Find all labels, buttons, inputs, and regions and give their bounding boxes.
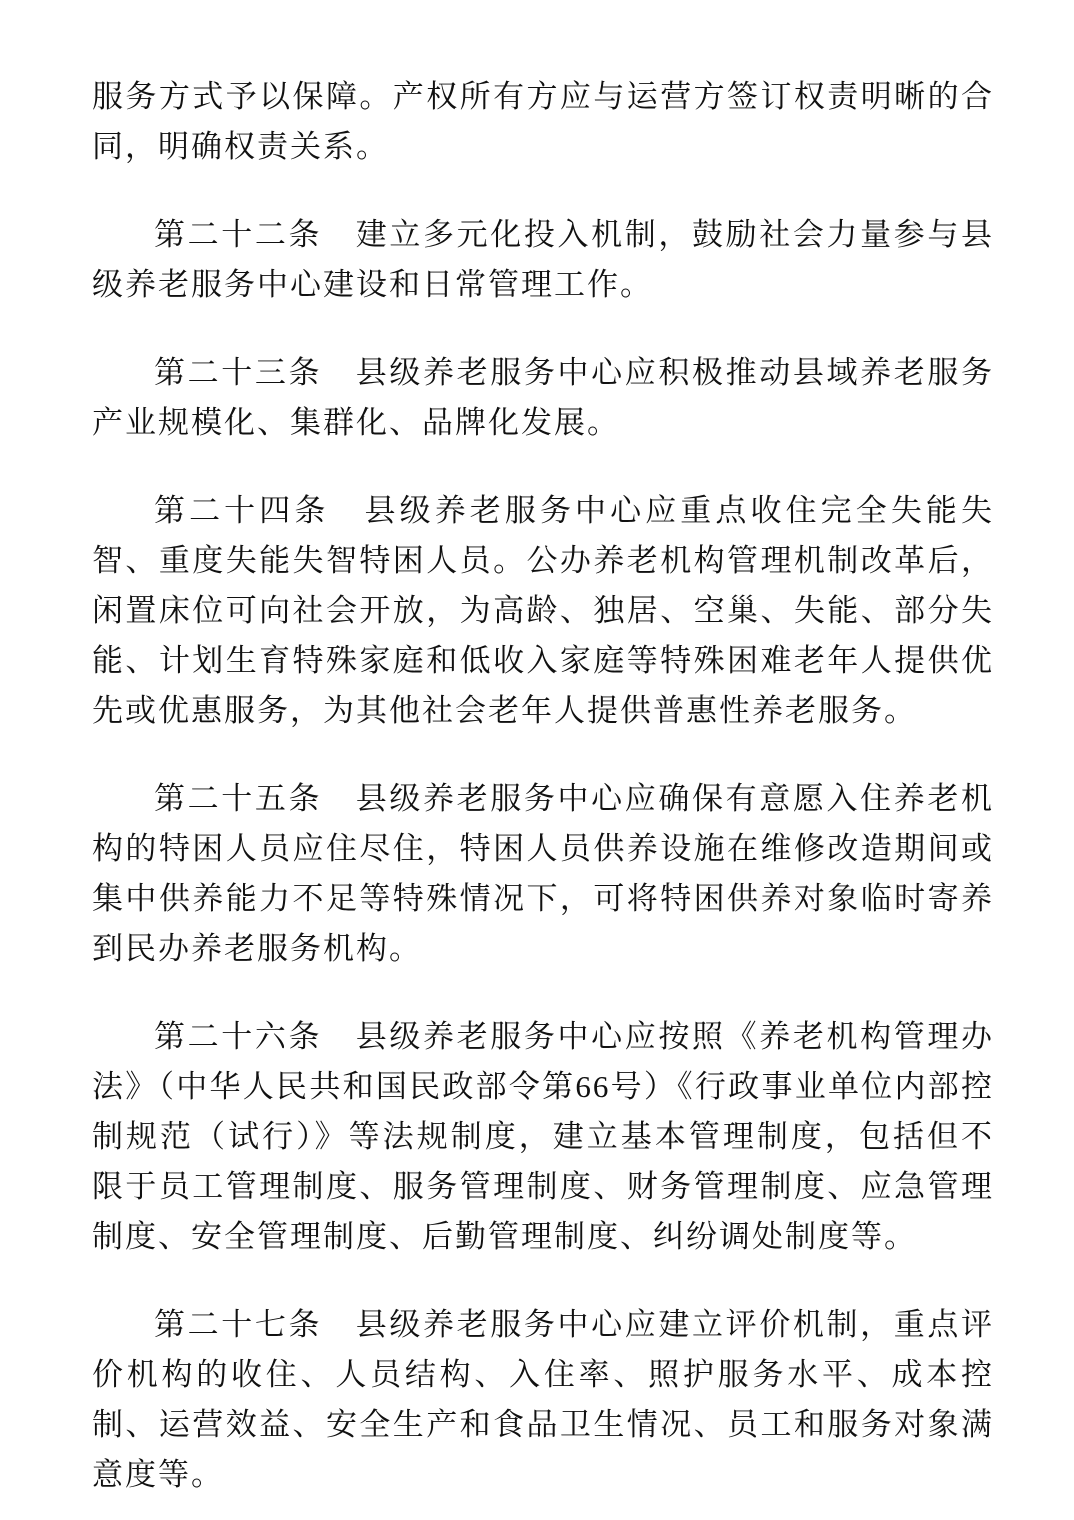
paragraph-article-25: 第二十五条 县级养老服务中心应确保有意愿入住养老机构的特困人员应住尽住，特困人员供养设施在维修改造期间或集中供养能力不足等特殊情况下，可将特困供养对象临时寄养到民办养老服务机构。 (92, 781, 994, 966)
paragraph-continuation: 服务方式予以保障。产权所有方应与运营方签订权责明晰的合同，明确权责关系。 (92, 79, 994, 164)
document-body (92, 72, 994, 1500)
paragraph-article-27: 第二十七条 县级养老服务中心应建立评价机制，重点评价机构的收住、人员结构、入住率、照护服务水平、成本控制、运营效益、安全生产和食品卫生情况、员工和服务对象满意度等。 (92, 1307, 994, 1492)
paragraph-article-24: 第二十四条 县级养老服务中心应重点收住完全失能失智、重度失能失智特困人员。公办养老机构管理机制改革后，闲置床位可向社会开放，为高龄、独居、空巢、失能、部分失能、计划生育特殊家庭和低收入家庭等特殊困难老年人提供优先或优惠服务，为其他社会老年人提供普惠性养老服务。 (92, 493, 994, 728)
paragraph-article-22: 第二十二条 建立多元化投入机制，鼓励社会力量参与县级养老服务中心建设和日常管理工作。 (92, 217, 994, 302)
paragraph-article-26: 第二十六条 县级养老服务中心应按照《养老机构管理办法》（中华人民共和国民政部令第66号）《行政事业单位内部控制规范（试行）》等法规制度，建立基本管理制度，包括但不限于员工管理制度、服务管理制度、财务管理制度、应急管理制度、安全管理制度、后勤管理制度、纠纷调处制度等。 (92, 1019, 994, 1254)
paragraph-article-23: 第二十三条 县级养老服务中心应积极推动县域养老服务产业规模化、集群化、品牌化发展。 (92, 355, 994, 440)
